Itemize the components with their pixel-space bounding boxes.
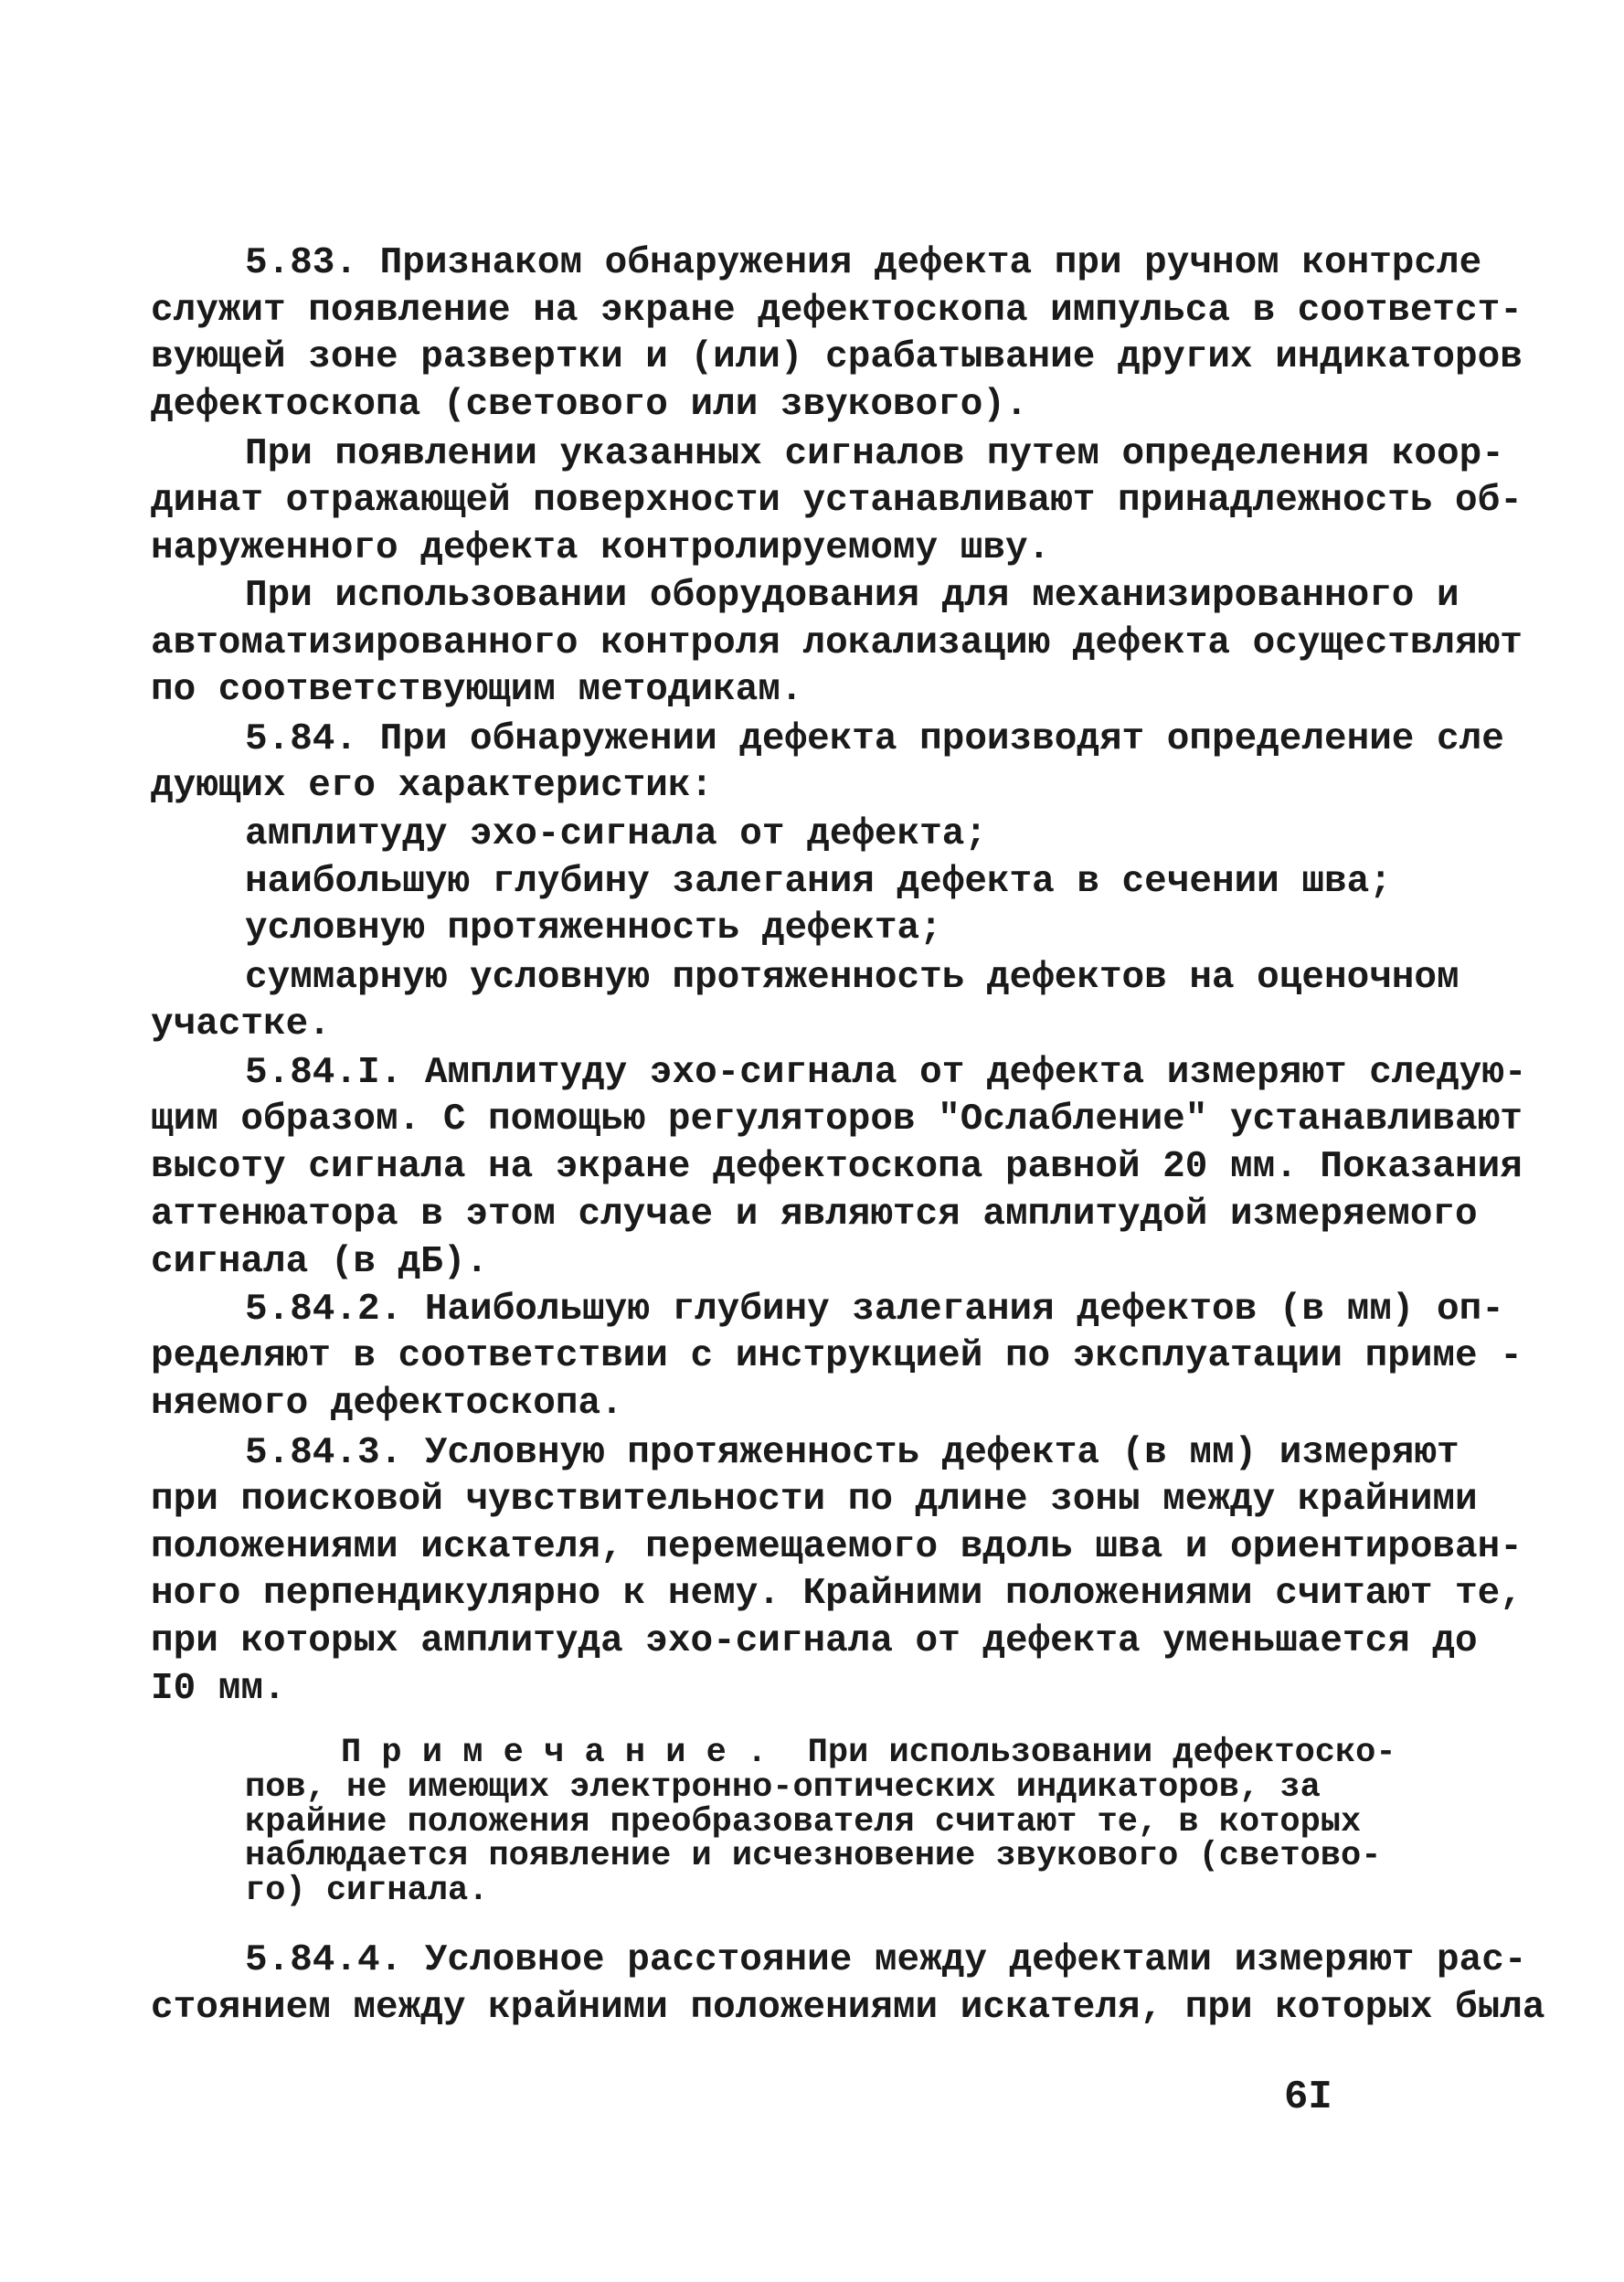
text-line: высоту сигнала на экране дефектоскопа равной 20 мм. Показания	[151, 1146, 1523, 1188]
text-line: наибольшую глубину залегания дефекта в сечении шва;	[245, 861, 1392, 903]
note-line: пов, не имеющих электронно-оптических индикаторов, за	[245, 1768, 1321, 1807]
note-line: П р и м е ч а н и е . При использовании дефектоско-	[341, 1734, 1396, 1772]
text-line: по соответствующим методикам.	[151, 669, 803, 711]
text-line: дующих его характеристик:	[151, 765, 714, 807]
text-line: сигнала (в дБ).	[151, 1241, 489, 1283]
text-line: служит появление на экране дефектоскопа импульса в соответст-	[151, 290, 1523, 332]
text-line: I0 мм.	[151, 1668, 286, 1710]
text-line: 5.84.4. Условное расстояние между дефектами измеряют рас-	[245, 1939, 1527, 1981]
note-line: го) сигнала.	[245, 1872, 489, 1910]
text-line: суммарную условную протяженность дефектов на оценочном	[245, 957, 1459, 999]
note-line: крайние положения преобразователя считают те, в которых	[245, 1803, 1362, 1842]
text-line: ределяют в соответствии с инструкцией по эксплуатации приме -	[151, 1335, 1523, 1377]
text-line: положениями искателя, перемещаемого вдоль шва и ориентирован-	[151, 1526, 1523, 1568]
text-line: При появлении указанных сигналов путем определения коор-	[245, 433, 1504, 475]
text-line: 5.84. При обнаружении дефекта производят определение сле	[245, 718, 1504, 760]
text-line: аттенюатора в этом случае и являются амплитудой измеряемого	[151, 1194, 1478, 1236]
note-line: наблюдается появление и исчезновение звукового (светово-	[245, 1837, 1382, 1875]
text-line: 5.84.3. Условную протяженность дефекта (в мм) измеряют	[245, 1432, 1459, 1474]
text-line: амплитуду эхо-сигнала от дефекта;	[245, 813, 987, 855]
text-line: динат отражающей поверхности устанавливают принадлежность об-	[151, 480, 1523, 522]
text-line: дефектоскопа (светового или звукового).	[151, 384, 1028, 426]
text-line: стоянием между крайними положениями искателя, при которых была	[151, 1987, 1545, 2029]
text-line: ного перпендикулярно к нему. Крайними положениями считают те,	[151, 1573, 1523, 1615]
text-line: вующей зоне развертки и (или) срабатывание других индикаторов	[151, 336, 1523, 378]
text-line: при которых амплитуда эхо-сигнала от дефекта уменьшается до	[151, 1620, 1478, 1662]
text-line: наруженного дефекта контролируемому шву.	[151, 527, 1051, 569]
text-line: автоматизированного контроля локализацию дефекта осуществляют	[151, 622, 1523, 664]
text-line: няемого дефектоскопа.	[151, 1383, 623, 1425]
text-line: 5.83. Признаком обнаружения дефекта при ручном контрсле	[245, 242, 1482, 284]
text-line: 5.84.I. Амплитуду эхо-сигнала от дефекта измеряют следую-	[245, 1052, 1527, 1094]
text-line: щим образом. С помощью регуляторов "Ослабление" устанавливают	[151, 1099, 1523, 1141]
text-line: при поисковой чувствительности по длине зоны между крайними	[151, 1479, 1478, 1521]
text-line: При использовании оборудования для механизированного и	[245, 575, 1459, 617]
text-line: условную протяженность дефекта;	[245, 907, 942, 950]
page-number: 6I	[1284, 2075, 1332, 2120]
text-line: участке.	[151, 1003, 331, 1045]
text-line: 5.84.2. Наибольшую глубину залегания дефектов (в мм) оп-	[245, 1289, 1504, 1331]
